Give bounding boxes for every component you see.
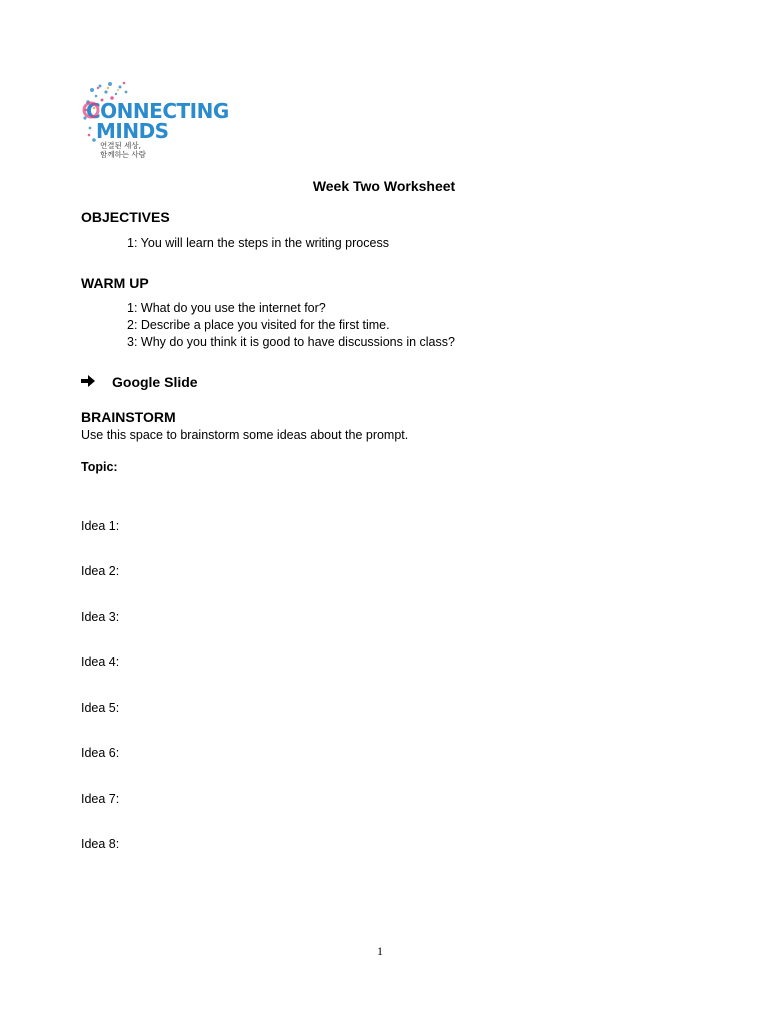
warm-up-item: 3: Why do you think it is good to have discussions in class?	[127, 335, 455, 349]
idea-label: Idea 4:	[81, 655, 120, 669]
logo-graphic	[80, 80, 230, 162]
google-slide-label: Google Slide	[112, 374, 198, 390]
objectives-heading: OBJECTIVES	[81, 209, 170, 225]
arrow-right-icon	[81, 374, 95, 390]
brainstorm-instruction: Use this space to brainstorm some ideas about the prompt.	[81, 428, 409, 442]
idea-label: Idea 6:	[81, 746, 120, 760]
idea-label: Idea 7:	[81, 792, 120, 806]
page-title: Week Two Worksheet	[312, 178, 456, 194]
svg-text:함께하는 사람	[100, 149, 147, 159]
idea-label: Idea 1:	[81, 519, 120, 533]
objective-item: 1: You will learn the steps in the writing process	[127, 236, 389, 250]
topic-label: Topic:	[81, 460, 118, 474]
warm-up-item: 1: What do you use the internet for?	[127, 301, 326, 315]
logo-wordmark-line2: MINDS	[96, 119, 169, 143]
svg-text:연결된 세상,	[100, 140, 141, 150]
logo-wordmark-line1: CONNECTING	[86, 99, 229, 123]
idea-label: Idea 8:	[81, 837, 120, 851]
connecting-minds-logo	[80, 80, 230, 162]
logo-korean-line1: 연결된 세상,	[100, 141, 141, 150]
idea-label: Idea 2:	[81, 564, 120, 578]
idea-label: Idea 5:	[81, 701, 120, 715]
warm-up-item: 2: Describe a place you visited for the first time.	[127, 318, 390, 332]
idea-label: Idea 3:	[81, 610, 120, 624]
warm-up-heading: WARM UP	[81, 275, 149, 291]
brainstorm-heading: BRAINSTORM	[81, 409, 176, 425]
logo-korean-line2: 함께하는 사람	[100, 150, 146, 159]
google-slide-link[interactable]	[81, 374, 198, 390]
page-number: 1	[377, 944, 383, 958]
svg-text:MINDS	[96, 119, 169, 143]
